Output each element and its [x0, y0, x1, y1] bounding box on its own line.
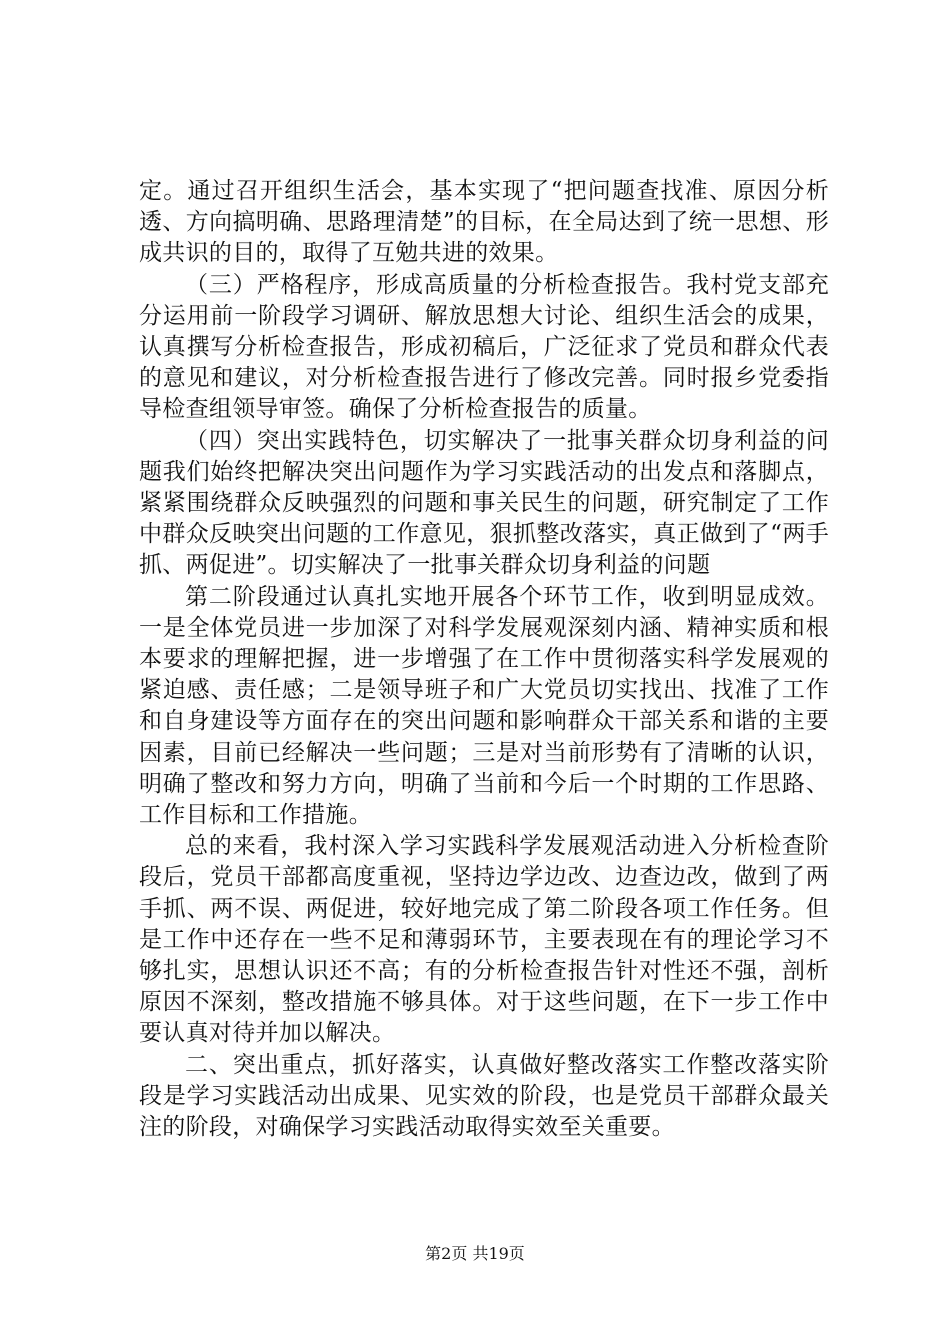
paragraph-continuation: 定。通过召开组织生活会，基本实现了“把问题查找准、原因分析透、方向搞明确、思路理清楚”的目标，在全局达到了统一思想、形成共识的目的，取得了互勉共进的效果。: [139, 178, 829, 267]
paragraph-section-three: （三）严格程序，形成高质量的分析检查报告。我村党支部充分运用前一阶段学习调研、解放思想大讨论、组织生活会的成果，认真撰写分析检查报告，形成初稿后，广泛征求了党员和群众代表的意见和建议，对分析检查报告进行了修改完善。同时报乡党委指导检查组领导审签。确保了分析检查报告的质量。: [139, 271, 829, 423]
paragraph-summary: 总的来看，我村深入学习实践科学发展观活动进入分析检查阶段后，党员干部都高度重视，坚持边学边改、边查边改，做到了两手抓、两不误、两促进，较好地完成了第二阶段各项工作任务。但是工作中还存在一些不足和薄弱环节，主要表现在有的理论学习不够扎实，思想认识还不高；有的分析检查报告针对性还不强，剖析原因不深刻，整改措施不够具体。对于这些问题，在下一步工作中要认真对待并加以解决。: [139, 833, 829, 1047]
document-body: [139, 176, 829, 1143]
paragraph-section-four: （四）突出实践特色，切实解决了一批事关群众切身利益的问题我们始终把解决突出问题作为学习实践活动的出发点和落脚点，紧紧围绕群众反映强烈的问题和事关民生的问题，研究制定了工作中群众反映突出问题的工作意见，狠抓整改落实，真正做到了“两手抓、两促进”。切实解决了一批事关群众切身利益的问题: [139, 427, 829, 579]
paragraph-section-two: 二、突出重点，抓好落实，认真做好整改落实工作整改落实阶段是学习实践活动出成果、见实效的阶段，也是党员干部群众最关注的阶段，对确保学习实践活动取得实效至关重要。: [139, 1051, 829, 1141]
page-footer: 第2页 共19页: [425, 1244, 525, 1263]
paragraph-stage-two-results: 第二阶段通过认真扎实地开展各个环节工作，收到明显成效。一是全体党员进一步加深了对科学发展观深刻内涵、精神实质和根本要求的理解把握，进一步增强了在工作中贯彻落实科学发展观的紧迫感、责任感；二是领导班子和广大党员切实找出、找准了工作和自身建设等方面存在的突出问题和影响群众干部关系和谐的主要因素，目前已经解决一些问题；三是对当前形势有了清晰的认识，明确了整改和努力方向，明确了当前和今后一个时期的工作思路、工作目标和工作措施。: [139, 583, 829, 829]
